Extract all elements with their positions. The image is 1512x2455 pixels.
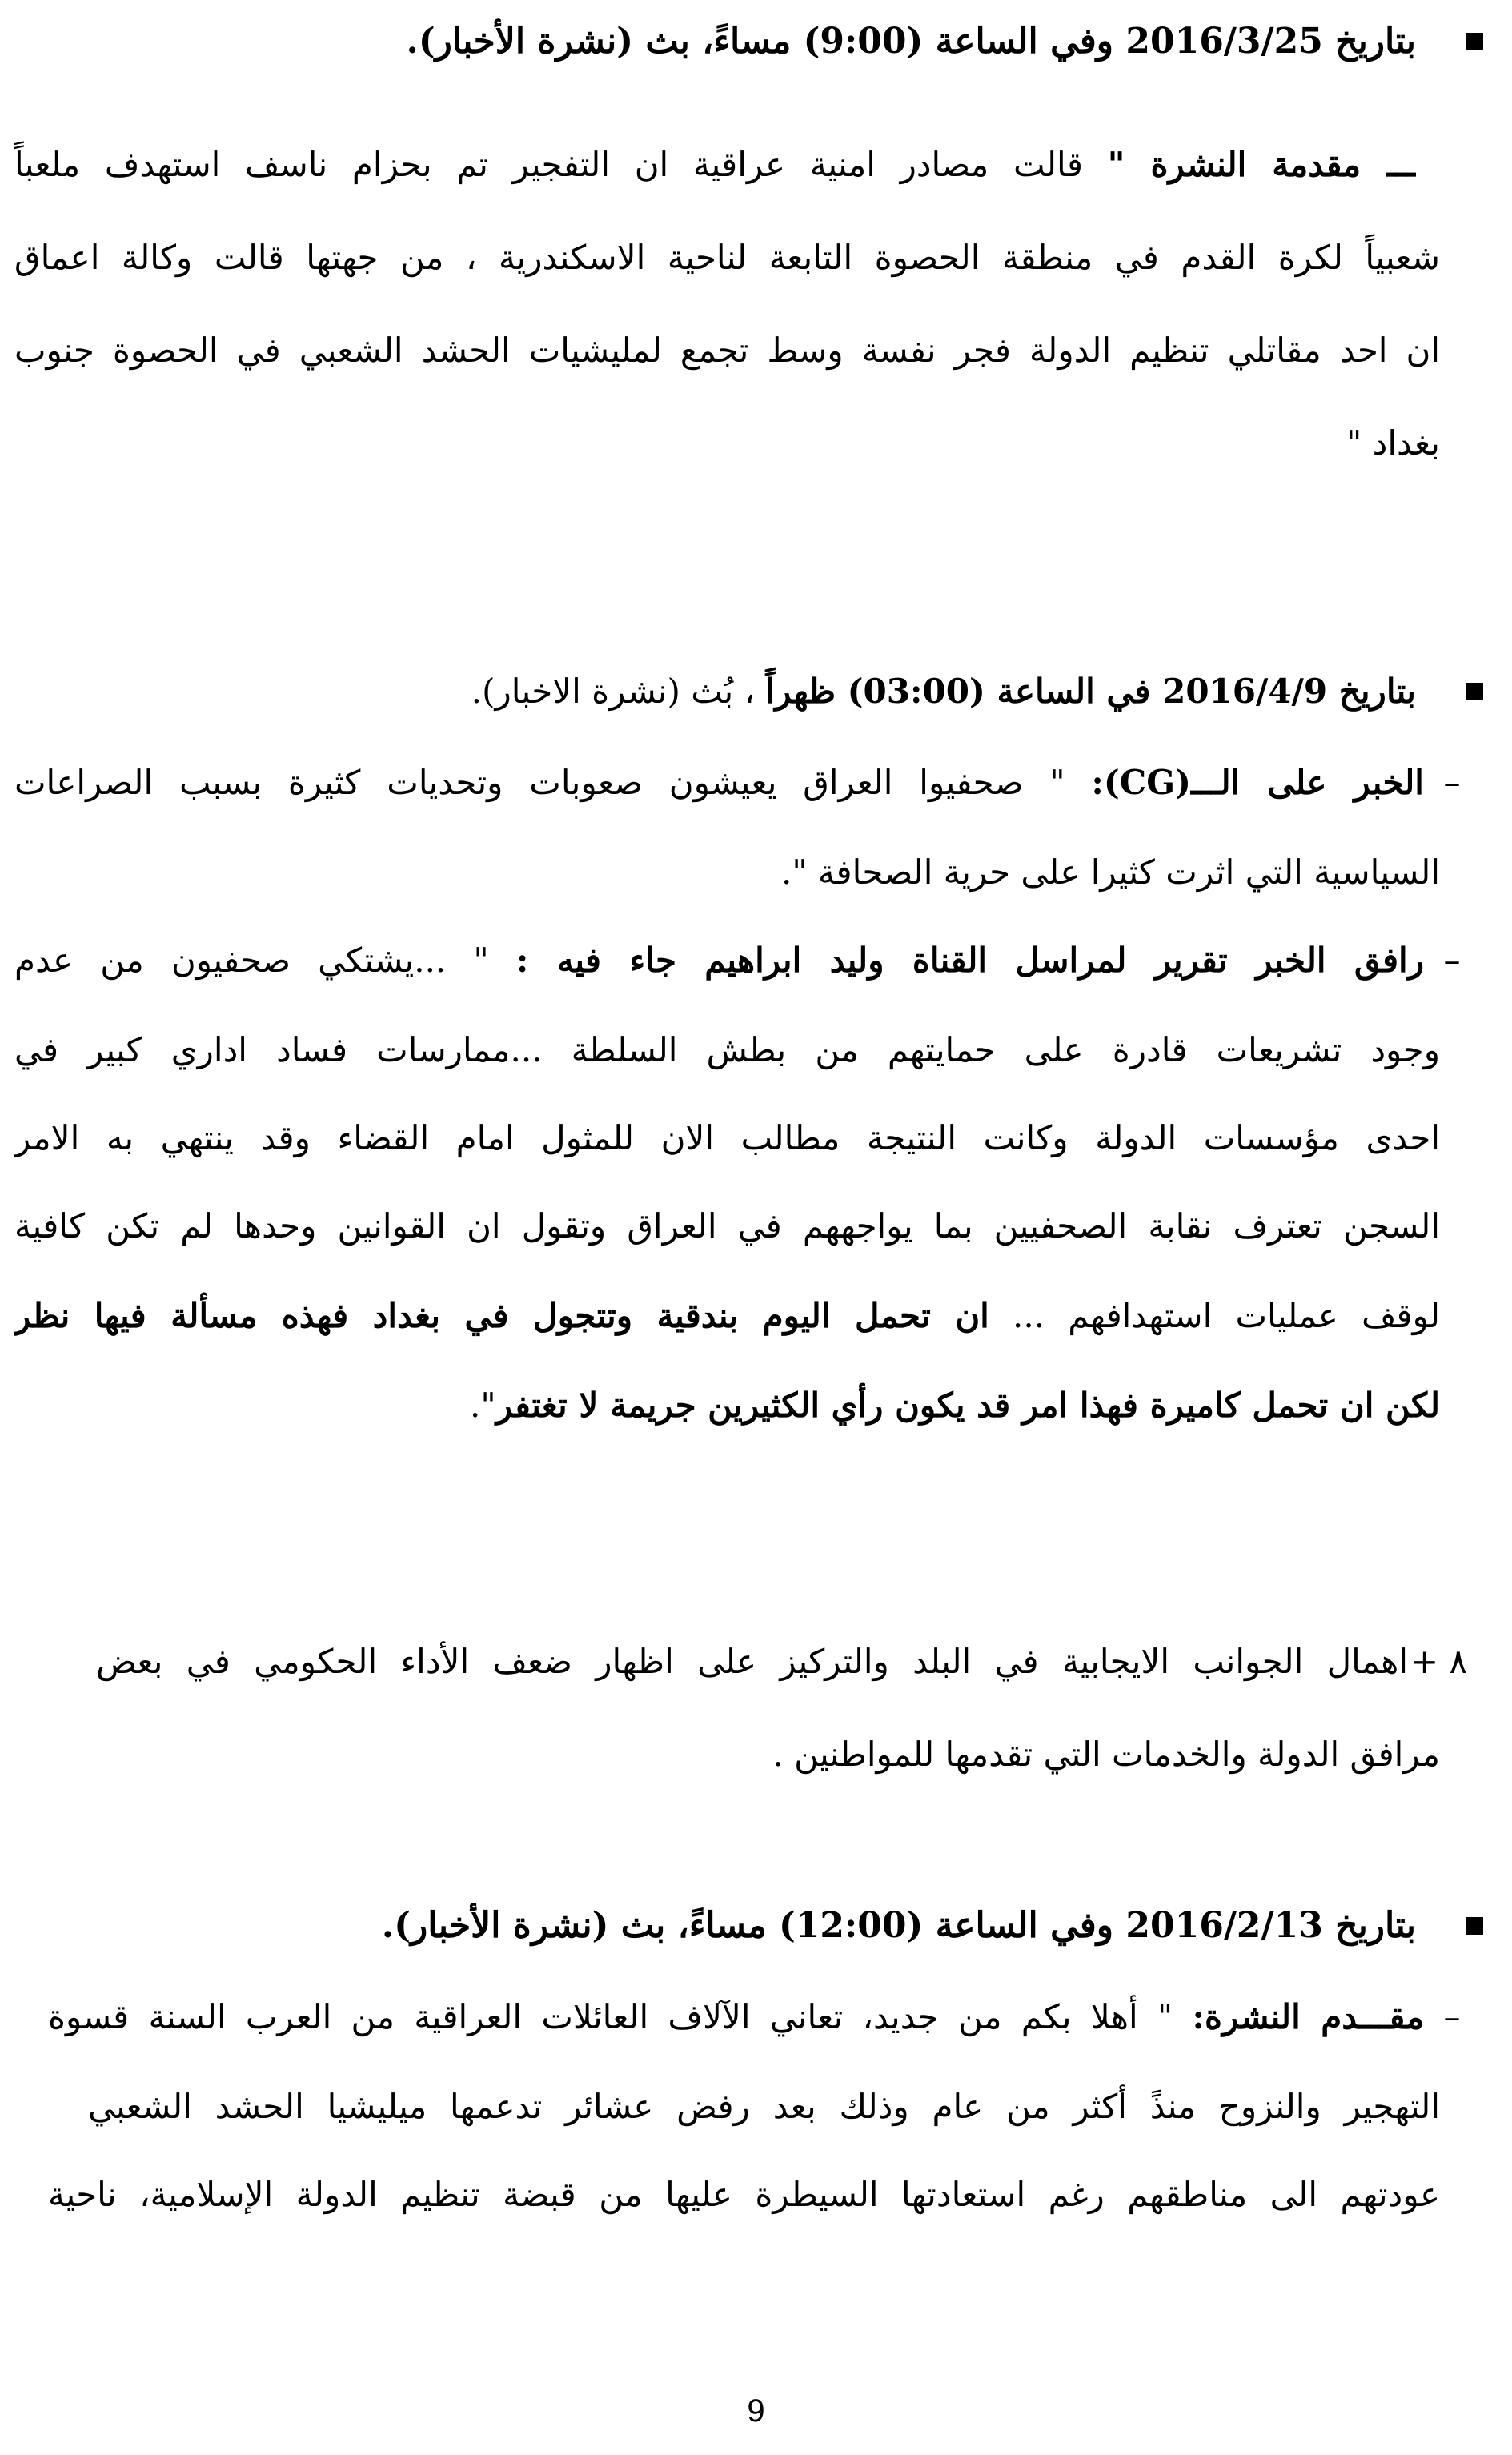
news-text: " صحفيوا العراق يعيشون صعوبات وتحديات كثيرة بسبب الصراعات [14, 763, 1065, 802]
paragraph-line: عودتهم الى مناطقهم رغم استعادتها السيطرة عليها من قبضة تنظيم الدولة الإسلامية، ناحية [48, 2175, 1440, 2214]
date-bold-text: بتاريخ 2016/4/9 في الساعة (03:00) ظهراً [765, 672, 1416, 711]
report-plain-text: لوقف عمليات استهدافهم ... [1013, 1296, 1440, 1335]
broadcast-date-heading [14, 652, 1416, 732]
news-headline-line [14, 743, 1424, 823]
report-text: " ...يشتكي صحفيون من عدم [14, 941, 489, 980]
paragraph-line: ان احد مقاتلي تنظيم الدولة فجر نفسة وسط تجمع لمليشيات الحشد الشعبي في الحصوة جنوب [14, 331, 1440, 370]
presenter-line [48, 1977, 1424, 2057]
page-number: 9 [747, 2393, 765, 2429]
paragraph-line: بغداد " [1346, 423, 1440, 463]
paragraph-line: شعبياً لكرة القدم في منطقة الحصوة التابعة لناحية الاسكندرية ، من جهتها قالت وكالة اعماق [14, 238, 1440, 277]
report-label: رافق الخبر تقرير لمراسل القناة وليد ابراهيم جاء فيه : [515, 941, 1424, 980]
bullet-marker [1466, 33, 1483, 50]
paragraph-line: السجن تعترف نقابة الصحفيين بما يواجههم في العراق وتقول ان القوانين وحدها لم تكن كافية [14, 1206, 1440, 1246]
presenter-label: مقـــدم النشرة: [1192, 1997, 1424, 2036]
report-end-quote: ". [470, 1386, 496, 1425]
intro-paragraph-line [14, 125, 1416, 205]
paragraph-line: مرافق الدولة والخدمات التي تقدمها للمواطنين . [772, 1735, 1440, 1774]
broadcast-date-heading: بتاريخ 2016/2/13 وفي الساعة (12:00) مساءً، بث (نشرة الأخبار). [381, 1905, 1416, 1946]
report-bold-text: ان تحمل اليوم بندقية وتتجول في بغداد فهذه مسألة فيها نظر [14, 1296, 989, 1335]
report-intro-line [14, 921, 1424, 1001]
paragraph-line: السياسية التي اثرت كثيرا على حرية الصحافة ". [780, 852, 1440, 892]
paragraph-line: اهمال الجوانب الايجابية في البلد والتركيز على اظهار ضعف الأداء الحكومي في بعض [96, 1642, 1408, 1681]
bullet-marker [1466, 683, 1483, 700]
numbered-marker: ٨ + [1410, 1642, 1467, 1681]
date-rest-text: ، بُث (نشرة الاخبار). [471, 672, 756, 711]
dash-marker: – [1443, 941, 1461, 980]
dash-marker: – [1443, 763, 1461, 802]
dash-marker: – [1443, 1997, 1461, 2036]
intro-label: ـــ مقدمة النشرة " [1107, 145, 1416, 184]
news-label: الخبر على الـــ(CG): [1091, 763, 1424, 802]
report-bold-text: لكن ان تحمل كاميرة فهذا امر قد يكون رأي الكثيرين جريمة لا تغتفر [495, 1386, 1440, 1425]
intro-text: قالت مصادر امنية عراقية ان التفجير تم بحزام ناسف استهدف ملعباً [14, 145, 1083, 184]
paragraph-line: التهجير والنزوح منذً أكثر من عام وذلك بعد رفض عشائر تدعمها ميليشيا الحشد الشعبي [88, 2087, 1440, 2126]
paragraph-line [14, 1276, 1440, 1356]
broadcast-date-heading: بتاريخ 2016/3/25 وفي الساعة (9:00) مساءً، بث (نشرة الأخبار). [406, 21, 1416, 62]
presenter-text: " أهلا بكم من جديد، تعاني الآلاف العائلات العراقية من العرب السنة قسوة [48, 1997, 1173, 2036]
paragraph-line [14, 1366, 1440, 1446]
bullet-marker [1466, 1917, 1483, 1935]
paragraph-line: وجود تشريعات قادرة على حمايتهم من بطش السلطة ...ممارسات فساد اداري كبير في [14, 1030, 1440, 1069]
paragraph-line: احدى مؤسسات الدولة وكانت النتيجة مطالب الان للمثول امام القضاء وقد ينتهي به الامر [14, 1118, 1440, 1157]
